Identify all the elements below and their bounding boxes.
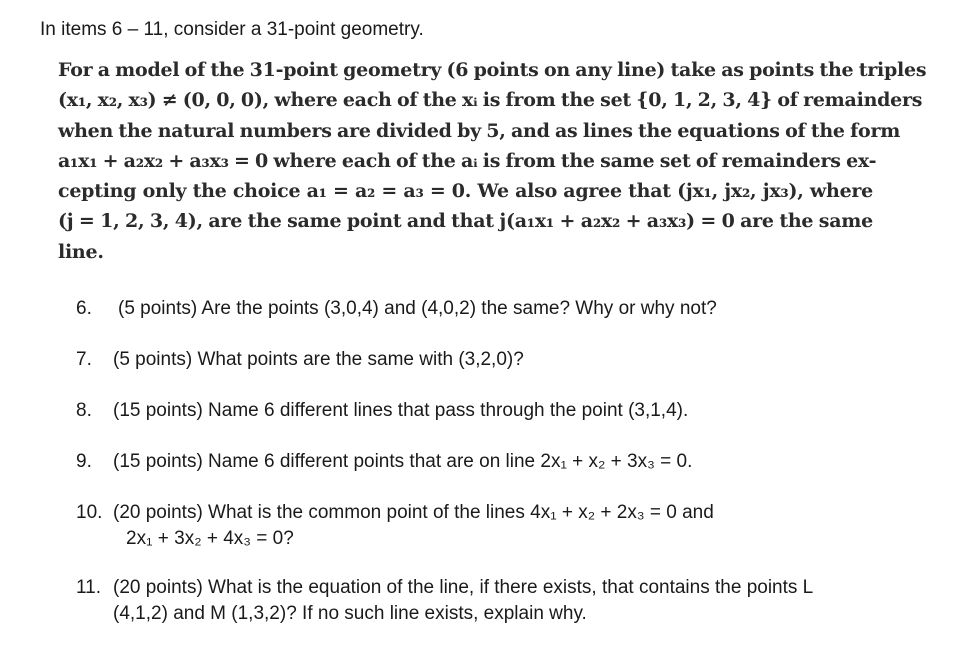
intro-text: In items 6 – 11, consider a 31-point geometry. bbox=[40, 19, 424, 40]
passage-line: when the natural numbers are divided by 5, and as lines the equations of the form bbox=[58, 119, 901, 142]
passage-line: cepting only the choice a₁ = a₂ = a₃ = 0. We also agree that (jx₁, jx₂, jx₃), where bbox=[58, 180, 873, 203]
question-text: (20 points) What is the equation of the line, if there exists, that contains the points L bbox=[113, 577, 814, 598]
passage-line: (j = 1, 2, 3, 4), are the same point and that j(a₁x₁ + a₂x₂ + a₃x₃) = 0 are the same bbox=[58, 210, 873, 233]
question-9 bbox=[76, 449, 692, 475]
question-number: 10. bbox=[76, 502, 103, 523]
question-number: 8. bbox=[76, 400, 92, 421]
question-11 bbox=[76, 575, 813, 627]
question-text: (15 points) Name 6 different points that are on line 2x₁ + x₂ + 3x₃ = 0. bbox=[113, 451, 693, 472]
question-text: (5 points) What points are the same with (3,2,0)? bbox=[113, 349, 524, 370]
question-number: 9. bbox=[76, 451, 92, 472]
passage-line: a₁x₁ + a₂x₂ + a₃x₃ = 0 where each of the aᵢ is from the same set of remainders ex- bbox=[58, 149, 877, 172]
passage-line: For a model of the 31-point geometry (6 points on any line) take as points the triples bbox=[58, 59, 927, 81]
question-number: 11. bbox=[76, 577, 102, 598]
question-text: (15 points) Name 6 different lines that pass through the point (3,1,4). bbox=[113, 400, 689, 421]
scanned-passage bbox=[58, 55, 927, 267]
question-continuation: 2x₁ + 3x₂ + 4x₃ = 0? bbox=[126, 528, 294, 549]
question-text: (20 points) What is the common point of the lines 4x₁ + x₂ + 2x₃ = 0 and bbox=[113, 502, 714, 523]
question-number: 6. bbox=[76, 298, 92, 319]
question-number: 7. bbox=[76, 349, 92, 370]
question-10 bbox=[76, 500, 714, 552]
question-continuation: (4,1,2) and M (1,3,2)? If no such line exists, explain why. bbox=[113, 603, 587, 624]
question-text: (5 points) Are the points (3,0,4) and (4,0,2) the same? Why or why not? bbox=[118, 298, 717, 319]
question-8 bbox=[76, 398, 688, 424]
question-6 bbox=[76, 296, 717, 322]
passage-line: line. bbox=[58, 240, 104, 263]
question-7 bbox=[76, 347, 524, 373]
passage-line: (x₁, x₂, x₃) ≠ (0, 0, 0), where each of the xᵢ is from the set {0, 1, 2, 3, 4} of remainders bbox=[58, 89, 923, 112]
